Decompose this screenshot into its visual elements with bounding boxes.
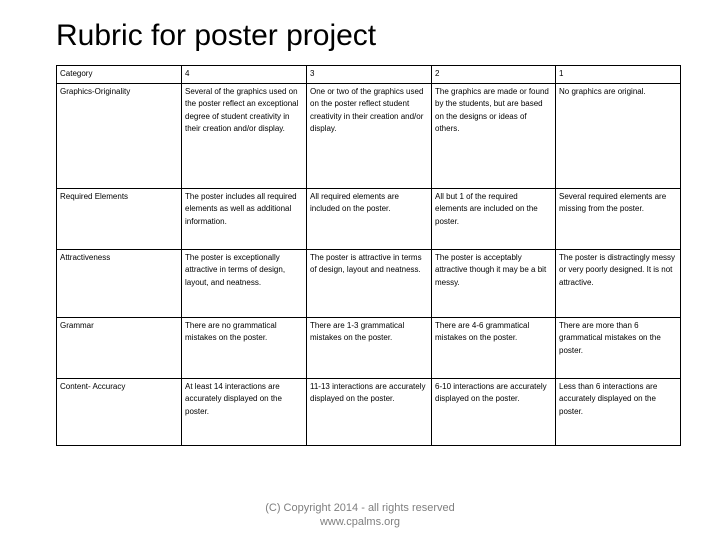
table-row [57,83,681,188]
header-cell-score-1: 1 [556,66,681,84]
table-cell: All required elements are included on the poster. [307,188,432,249]
header-cell-score-4: 4 [182,66,307,84]
category-cell: Graphics-Originality [57,83,182,188]
table-cell: 6-10 interactions are accurately displayed on the poster. [432,378,556,445]
table-header-row [57,66,681,84]
table-cell: There are 1-3 grammatical mistakes on the poster. [307,317,432,378]
table-cell: The poster is distractingly messy or very poorly designed. It is not attractive. [556,249,681,317]
table-cell: There are 4-6 grammatical mistakes on the poster. [432,317,556,378]
page-title: Rubric for poster project [56,19,377,52]
website-text: www.cpalms.org [319,516,401,528]
table-cell: One or two of the graphics used on the poster reflect student creativity in their creation and/or display. [307,83,432,188]
table-cell: All but 1 of the required elements are included on the poster. [432,188,556,249]
table-row [57,188,681,249]
table-cell: Less than 6 interactions are accurately displayed on the poster. [556,378,681,445]
category-cell: Grammar [57,317,182,378]
table-cell: The poster is exceptionally attractive in terms of design, layout, and neatness. [182,249,307,317]
table-cell: The poster is acceptably attractive though it may be a bit messy. [432,249,556,317]
header-cell-score-3: 3 [307,66,432,84]
category-cell: Content- Accuracy [57,378,182,445]
table-cell: The graphics are made or found by the students, but are based on the designs or ideas of others. [432,83,556,188]
table-cell: The poster is attractive in terms of design, layout and neatness. [307,249,432,317]
table-cell: The poster includes all required elements as well as additional information. [182,188,307,249]
table-cell: There are no grammatical mistakes on the poster. [182,317,307,378]
table-cell: There are more than 6 grammatical mistakes on the poster. [556,317,681,378]
table-cell: Several required elements are missing from the poster. [556,188,681,249]
copyright-text: (C) Copyright 2014 - all rights reserved [265,502,455,514]
table-row [57,249,681,317]
table-cell: No graphics are original. [556,83,681,188]
table-row [57,317,681,378]
header-cell-score-2: 2 [432,66,556,84]
table-cell: 11-13 interactions are accurately displayed on the poster. [307,378,432,445]
category-cell: Attractiveness [57,249,182,317]
category-cell: Required Elements [57,188,182,249]
header-cell-category: Category [57,66,182,84]
rubric-table [56,65,681,446]
copyright-footer [200,501,520,529]
table-cell: At least 14 interactions are accurately displayed on the poster. [182,378,307,445]
table-row [57,378,681,445]
table-cell: Several of the graphics used on the poster reflect an exceptional degree of student creativity in their creation and/or display. [182,83,307,188]
